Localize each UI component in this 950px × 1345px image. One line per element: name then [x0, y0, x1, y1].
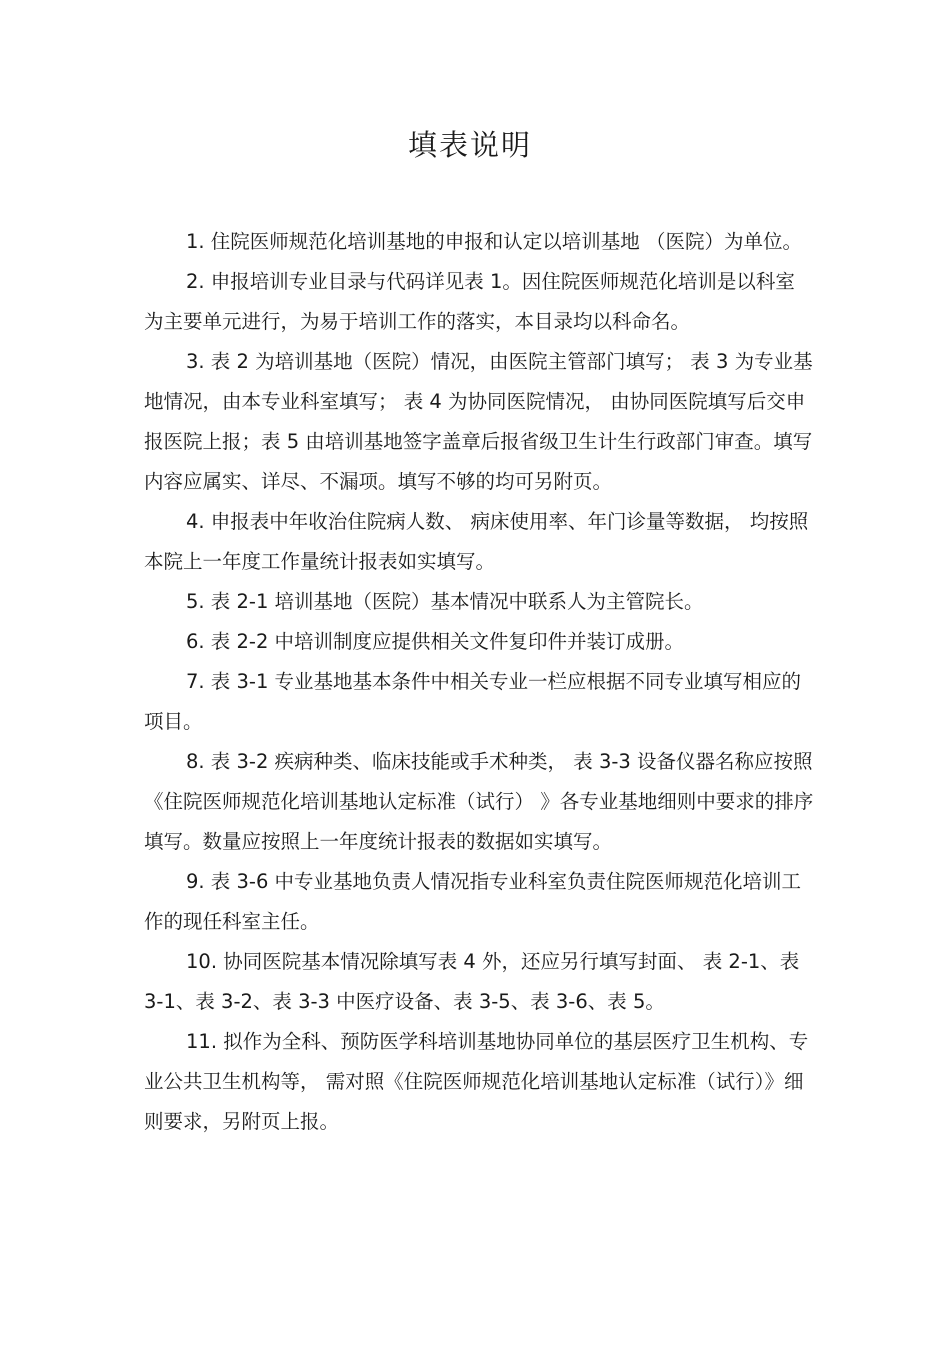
instruction-paragraph-2: 2. 申报培训专业目录与代码详见表 1。因住院医师规范化培训是以科室为主要单元进行，为易于培训工作的落实，本目录均以科命名。: [144, 270, 795, 333]
page-title: 填表说明: [407, 128, 532, 162]
instruction-paragraph-11: 11. 拟作为全科、预防医学科培训基地协同单位的基层医疗卫生机构、专业公共卫生机构等， 需对照《住院医师规范化培训基地认定标准（试行）》细则要求，另附页上报。: [144, 1030, 809, 1133]
instruction-paragraph-10: 10. 协同医院基本情况除填写表 4 外，还应另行填写封面、 表 2-1、表 3-1、表 3-2、表 3-3 中医疗设备、表 3-5、表 3-6、表 5。: [144, 950, 800, 1013]
instruction-paragraph-6: 6. 表 2-2 中培训制度应提供相关文件复印件并装订成册。: [186, 630, 685, 653]
instruction-paragraph-5: 5. 表 2-1 培训基地（医院）基本情况中联系人为主管院长。: [186, 590, 704, 613]
document-body: [144, 222, 814, 1142]
instruction-paragraph-3: 3. 表 2 为培训基地（医院）情况，由医院主管部门填写； 表 3 为专业基地情况，由本专业科室填写； 表 4 为协同医院情况， 由协同医院填写后交申报医院上报；表 5 由培训基地签字盖章后报省级卫生计生行政部门审查。填写内容应属实、详尽、不漏项。填写不够的均可另附页。: [144, 350, 813, 493]
instruction-paragraph-7: 7. 表 3-1 专业基地基本条件中相关专业一栏应根据不同专业填写相应的项目。: [144, 670, 802, 733]
instruction-paragraph-4: 4. 申报表中年收治住院病人数、 病床使用率、年门诊量等数据， 均按照本院上一年度工作量统计报表如实填写。: [144, 510, 809, 573]
instruction-paragraph-9: 9. 表 3-6 中专业基地负责人情况指专业科室负责住院医师规范化培训工作的现任科室主任。: [144, 870, 802, 933]
instruction-paragraph-8: 8. 表 3-2 疾病种类、临床技能或手术种类， 表 3-3 设备仪器名称应按照《住院医师规范化培训基地认定标准（试行） 》各专业基地细则中要求的排序填写。数量应按照上一年度统计报表的数据如实填写。: [144, 750, 814, 853]
instruction-paragraph-1: 1. 住院医师规范化培训基地的申报和认定以培训基地 （医院）为单位。: [186, 230, 803, 253]
